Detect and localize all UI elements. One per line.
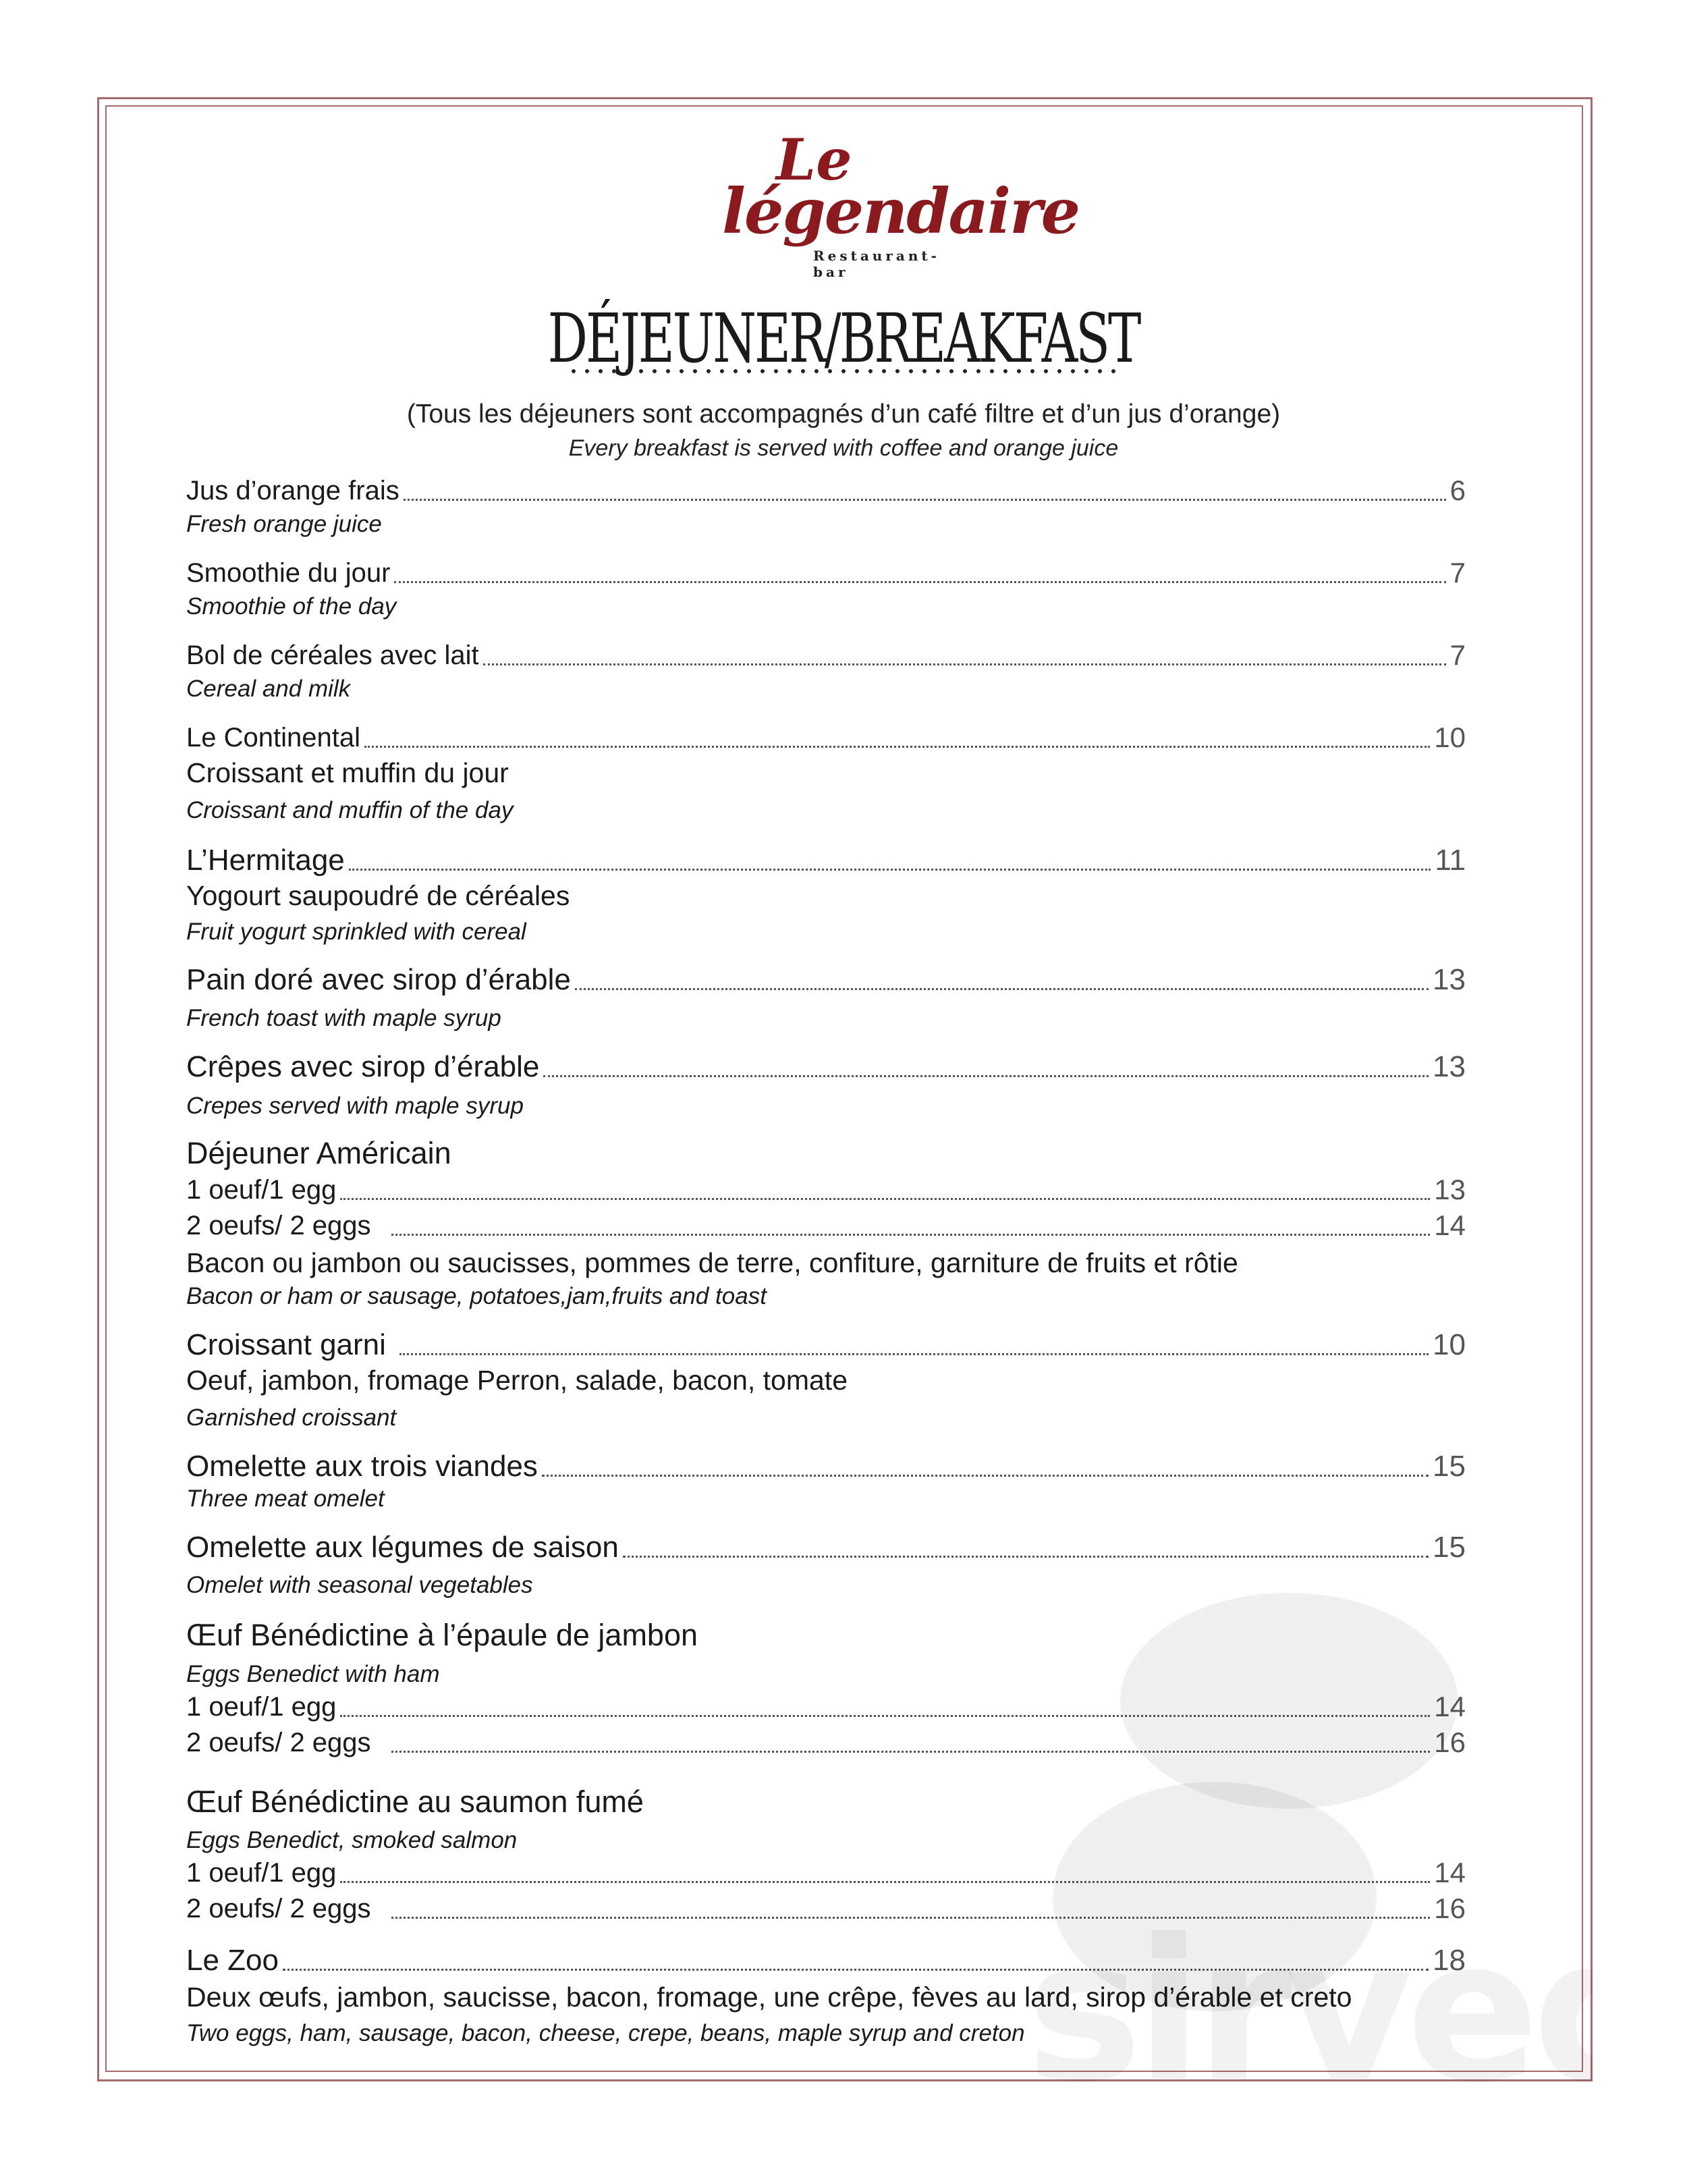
item-heading: Déjeuner Américain	[186, 1136, 451, 1170]
item-description-en: Cereal and milk	[186, 676, 351, 702]
item-description-en: Garnished croissant	[186, 1404, 397, 1431]
item-description-fr: Yogourt saupoudré de céréales	[186, 880, 570, 911]
menu-item-cereales	[186, 637, 1466, 674]
dot-leader	[483, 663, 1446, 665]
item-heading: Œuf Bénédictine à l’épaule de jambon	[186, 1618, 698, 1652]
subtitle-french: (Tous les déjeuners sont accompagnés d’un café filtre et d’un jus d’orange)	[406, 400, 1281, 429]
item-price: 18	[1433, 1944, 1466, 1977]
menu-item-smoothie	[186, 555, 1466, 591]
option-name: 1 oeuf/1 egg	[186, 1175, 337, 1205]
item-description-en: Croissant and muffin of the day	[186, 797, 514, 823]
item-description-en: Two eggs, ham, sausage, bacon, cheese, crepe, beans, maple syrup and creton	[186, 2020, 1025, 2046]
menu-item-crepes	[186, 1049, 1466, 1085]
item-description-en: French toast with maple syrup	[186, 1005, 501, 1031]
item-name: Smoothie du jour	[186, 558, 391, 588]
menu-item-hermitage	[186, 842, 1466, 879]
menu-item-croissant	[186, 1327, 1466, 1363]
item-name: Omelette aux légumes de saison	[186, 1531, 619, 1564]
item-name: Crêpes avec sirop d’érable	[186, 1050, 540, 1083]
option-name: 2 oeufs/ 2 eggs	[186, 1894, 371, 1923]
dot-leader	[404, 499, 1446, 501]
item-description-en: Crepes served with maple syrup	[186, 1093, 524, 1119]
dot-leader	[543, 1075, 1429, 1077]
item-description-fr: Croissant et muffin du jour	[186, 757, 509, 788]
item-description-en: Omelet with seasonal vegetables	[186, 1572, 533, 1598]
option-price: 16	[1434, 1892, 1466, 1924]
fork-spoon-icon	[999, 1519, 1593, 2112]
item-price: 15	[1433, 1531, 1466, 1564]
item-name: Jus d’orange frais	[186, 476, 399, 506]
option-name: 1 oeuf/1 egg	[186, 1692, 337, 1722]
menu-item-omelette-viandes	[186, 1448, 1466, 1485]
subtitle-english: Every breakfast is served with coffee and orange juice	[568, 435, 1119, 461]
menu-option-1-egg	[186, 1172, 1466, 1208]
menu-item-continental	[186, 719, 1466, 756]
item-description-en: Fruit yogurt sprinkled with cereal	[186, 919, 526, 945]
title-dotted-underline	[570, 364, 1124, 378]
dot-leader	[394, 581, 1445, 583]
option-name: 1 oeuf/1 egg	[186, 1858, 337, 1888]
item-description-en: Fresh orange juice	[186, 511, 382, 537]
item-name: Croissant garni	[186, 1328, 386, 1361]
item-description-fr: Oeuf, jambon, fromage Perron, salade, bacon, tomate	[186, 1365, 848, 1396]
sirved-watermark	[999, 1519, 1593, 2112]
logo-le: Le	[776, 126, 852, 193]
item-price: 15	[1433, 1450, 1466, 1483]
item-heading: Œuf Bénédictine au saumon fumé	[186, 1784, 644, 1819]
item-name: Bol de céréales avec lait	[186, 640, 479, 670]
item-price: 11	[1435, 844, 1466, 877]
menu-option-2-eggs	[186, 1207, 1466, 1244]
option-price: 14	[1434, 1209, 1466, 1241]
item-price: 7	[1449, 557, 1466, 589]
watermark-text: sirve	[1026, 1898, 1532, 2112]
dot-leader	[364, 746, 1430, 748]
logo-subtitle: Restaurant-bar	[813, 248, 940, 280]
dot-leader	[399, 1353, 1429, 1355]
dot-leader	[542, 1475, 1429, 1477]
item-price: 13	[1433, 963, 1466, 996]
option-name: 2 oeufs/ 2 eggs	[186, 1728, 371, 1757]
item-name: L’Hermitage	[186, 844, 345, 877]
item-price: 10	[1433, 1328, 1466, 1361]
menu-item-pain-dore	[186, 962, 1466, 998]
item-description-en: Eggs Benedict with ham	[186, 1661, 440, 1687]
option-price: 13	[1434, 1174, 1466, 1205]
restaurant-logo	[715, 126, 1080, 280]
item-name: Le Zoo	[186, 1944, 279, 1977]
item-name: Le Continental	[186, 723, 360, 753]
item-price: 7	[1449, 639, 1466, 671]
dot-leader	[575, 988, 1429, 990]
dot-leader	[340, 1198, 1430, 1200]
item-price: 6	[1449, 474, 1466, 506]
option-name: 2 oeufs/ 2 eggs	[186, 1211, 371, 1240]
item-description-en: Three meat omelet	[186, 1485, 385, 1512]
item-name: Pain doré avec sirop d’érable	[186, 963, 571, 996]
item-description-fr: Deux œufs, jambon, saucisse, bacon, fromage, une crêpe, fèves au lard, sirop d’érable et creto	[186, 1982, 1352, 2013]
item-price: 13	[1433, 1050, 1466, 1083]
option-price: 14	[1434, 1857, 1466, 1888]
item-description-fr: Bacon ou jambon ou saucisses, pommes de terre, confiture, garniture de fruits et rôtie	[186, 1247, 1238, 1278]
item-description-en: Bacon or ham or sausage, potatoes,jam,fruits and toast	[186, 1283, 767, 1309]
dot-leader	[391, 1234, 1431, 1236]
item-description-en: Eggs Benedict, smoked salmon	[186, 1827, 518, 1853]
option-price: 14	[1434, 1691, 1466, 1722]
logo-name: légendaire	[722, 175, 1080, 248]
menu-item-jus	[186, 472, 1466, 509]
item-name: Omelette aux trois viandes	[186, 1450, 538, 1483]
dot-leader	[349, 869, 1431, 871]
option-price: 16	[1434, 1726, 1466, 1758]
item-description-en: Smoothie of the day	[186, 593, 397, 620]
item-price: 10	[1434, 721, 1466, 753]
menu-title: DÉJEUNER/BREAKFAST	[547, 299, 1140, 378]
